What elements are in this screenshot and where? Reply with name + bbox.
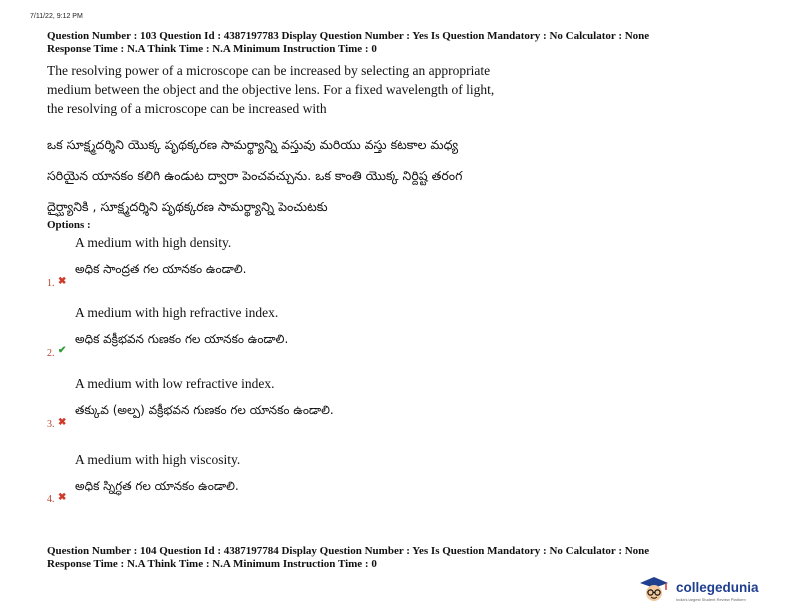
correct-check-icon: ✔ (58, 345, 67, 356)
question-meta-line-1: Question Number : 103 Question Id : 4387197783 Display Question Number : Yes Is Question Mandatory : No Calculator : None (47, 30, 650, 42)
option-3-text-telugu: తక్కువ (అల్ప) వక్రీభవన గుణకం గల యానకం ఉండాలి. (75, 403, 334, 417)
wrong-mark-icon: ✖ (58, 417, 67, 428)
brand-tagline: India's largest Student Review Platform (676, 597, 746, 602)
option-4-text-telugu: అధిక స్నిగ్ధత గల యానకం ఉండాలి. (75, 479, 239, 493)
graduate-mascot-icon (636, 575, 672, 605)
stem-line-telugu: దైర్ఘ్యానికి , సూక్ష్మదర్శిని పృథక్కరణ సామర్థ్యాన్ని పెంచుటకు (47, 199, 328, 214)
stem-line-telugu: సరియైన యానకం కలిగి ఉండుట ద్వారా పెంచవచ్చును. ఒక కాంతి యొక్క నిర్దిష్ట తరంగ (47, 168, 463, 183)
question-103-meta (47, 30, 649, 56)
option-2-text-telugu: అధిక వక్రీభవన గుణకం గల యానకం ఉండాలి. (75, 332, 289, 346)
question-104-meta (47, 545, 649, 571)
stem-line: medium between the object and the objective lens. For a fixed wavelength of light, (47, 82, 495, 97)
option-2-number: 2. (47, 348, 55, 359)
question-meta-line-1: Question Number : 104 Question Id : 4387197784 Display Question Number : Yes Is Question Mandatory : No Calculator : None (47, 545, 650, 557)
option-4-number: 4. (47, 494, 55, 505)
wrong-mark-icon: ✖ (58, 492, 67, 503)
stem-line-telugu: ఒక సూక్ష్మదర్శిని యొక్క పృథక్కరణ సామర్థ్యాన్ని వస్తువు మరియు వస్తు కటకాల మధ్య (47, 137, 459, 152)
option-4-text-english: A medium with high viscosity. (75, 452, 241, 467)
stem-line: The resolving power of a microscope can be increased by selecting an appropriate (47, 63, 491, 78)
options-label: Options : (47, 219, 91, 231)
option-2-text-english: A medium with high refractive index. (75, 305, 279, 320)
option-1-number: 1. (47, 278, 55, 289)
question-stem-telugu (47, 129, 587, 222)
print-timestamp: 7/11/22, 9:12 PM (30, 13, 83, 20)
collegedunia-logo (636, 575, 786, 605)
option-1-text-telugu: అధిక సాంద్రత గల యానకం ఉండాలి. (75, 262, 247, 276)
option-3-number: 3. (47, 419, 55, 430)
option-3-text-english: A medium with low refractive index. (75, 376, 275, 391)
brand-name: collegedunia (676, 580, 759, 595)
question-stem-english (47, 61, 577, 118)
wrong-mark-icon: ✖ (58, 276, 67, 287)
option-1-text-english: A medium with high density. (75, 235, 232, 250)
stem-line: the resolving of a microscope can be increased with (47, 101, 327, 116)
question-meta-line-2: Response Time : N.A Think Time : N.A Minimum Instruction Time : 0 (47, 558, 377, 570)
question-meta-line-2: Response Time : N.A Think Time : N.A Minimum Instruction Time : 0 (47, 43, 377, 55)
